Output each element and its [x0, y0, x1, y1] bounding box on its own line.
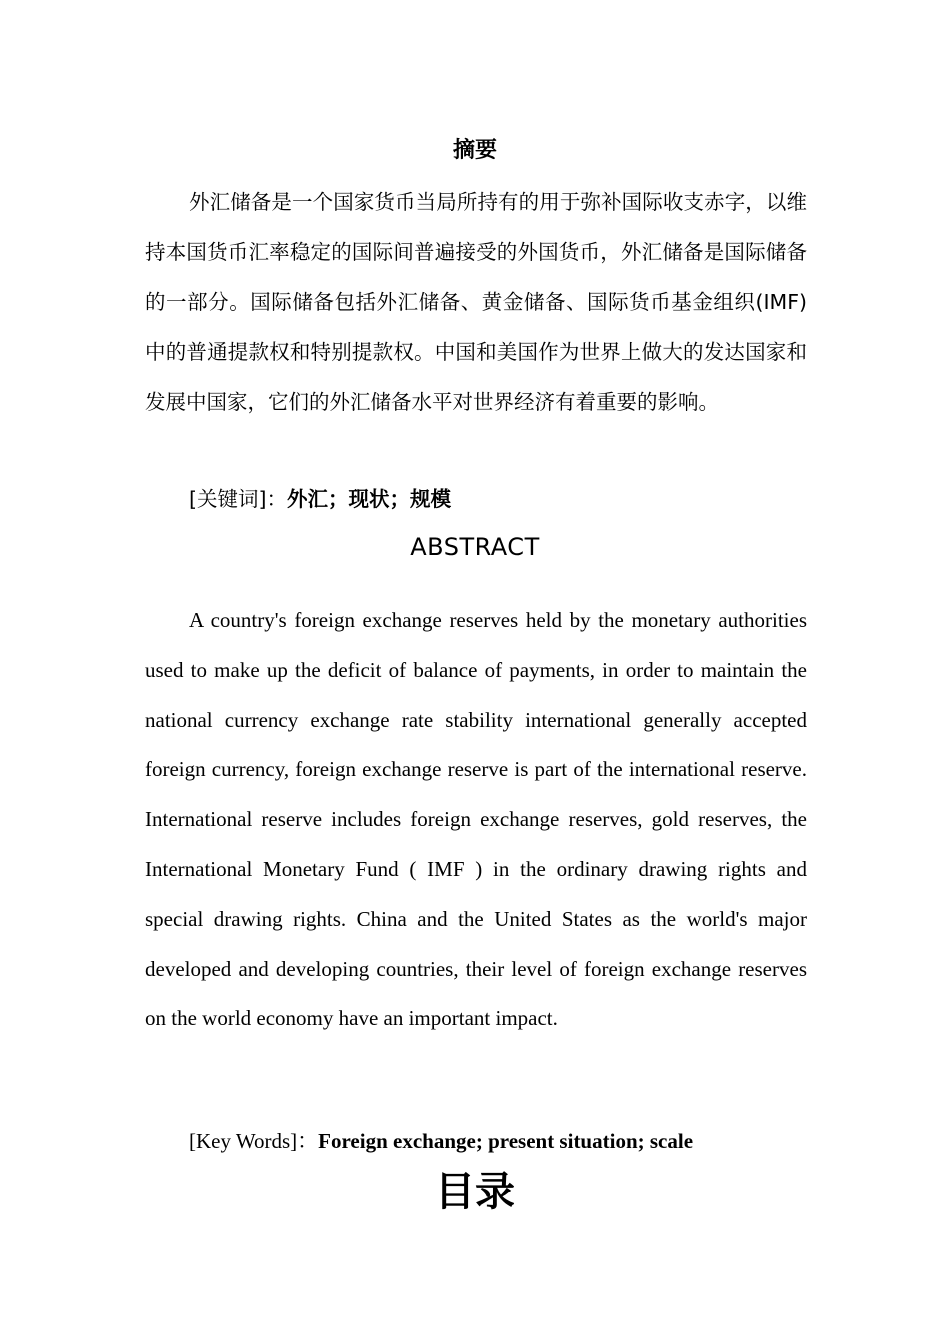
toc-title: 目录 [435, 1169, 515, 1215]
abstract-cn-title: 摘要 [452, 138, 497, 163]
abstract-en-body: A country's foreign exchange reserves held by the monetary authorities used to make up the deficit of balance of payments, in order to maintain the national currency exchange rate stability international generally accepted foreign currency, foreign exchange reserve is part of the international reserve. International reserve includes foreign exchange reserves, gold reserves, the International Monetary Fund ( IMF ) in the ordinary drawing rights and special drawing rights. China and the United States as the world's major developed and developing countries, their level of foreign exchange reserves on the world economy have an important impact. [145, 608, 807, 1031]
cn-keywords-label: [关键词]： [189, 487, 287, 511]
cn-keywords-values: 外汇；现状；规模 [287, 487, 451, 511]
abstract-cn-body: 外汇储备是一个国家货币当局所持有的用于弥补国际收支赤字，以维持本国货币汇率稳定的国际间普遍接受的外国货币，外汇储备是国际储备的一部分。国际储备包括外汇储备、黄金储备、国际货币基金组织(IMF)中的普通提款权和特别提款权。中国和美国作为世界上做大的发达国家和发展中国家，它们的外汇储备水平对世界经济有着重要的影响。 [145, 190, 807, 414]
abstract-en-title: ABSTRACT [410, 533, 540, 561]
en-keywords-label: [Key Words]： [189, 1129, 319, 1153]
abstract-en-keywords [189, 1123, 693, 1159]
en-keywords-values: Foreign exchange; present situation; scale [318, 1129, 694, 1153]
abstract-cn-keywords [189, 477, 451, 521]
